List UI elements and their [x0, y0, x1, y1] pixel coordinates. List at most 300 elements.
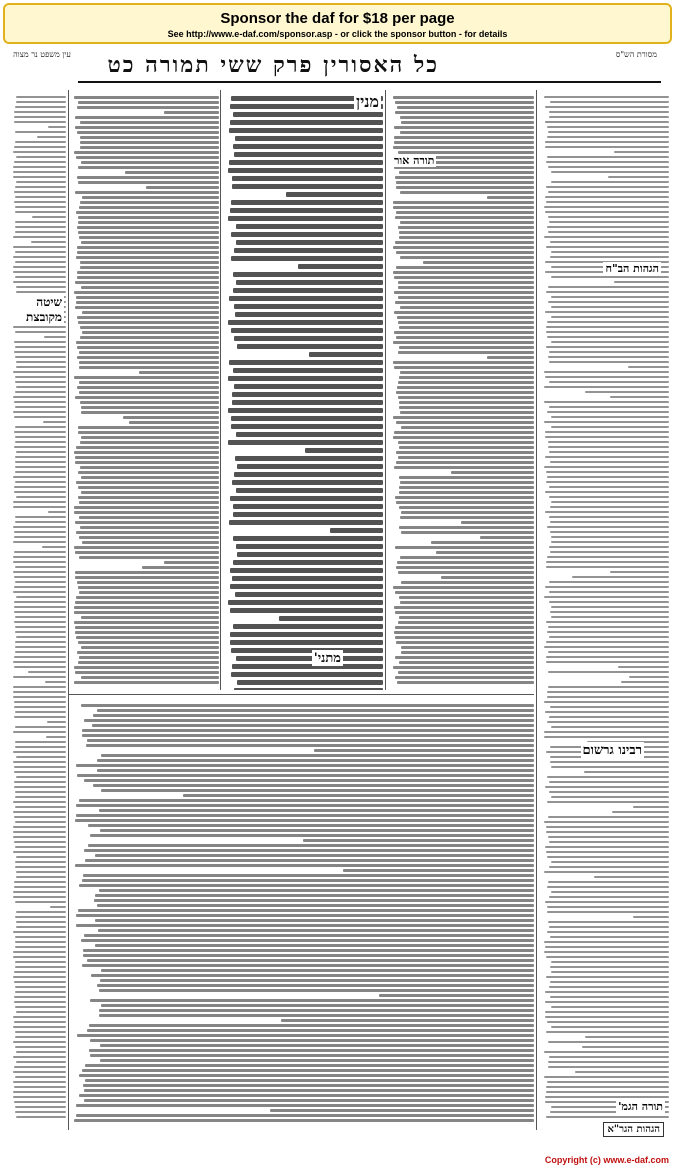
- text-line: [544, 951, 669, 953]
- text-line: [81, 436, 219, 439]
- text-line: [15, 796, 66, 798]
- text-line: [545, 141, 669, 143]
- text-line: [47, 721, 66, 723]
- text-line: [15, 916, 66, 918]
- text-line: [92, 724, 534, 727]
- text-line: [394, 276, 534, 279]
- text-line: [544, 646, 669, 648]
- text-line: [74, 151, 219, 154]
- text-line: [100, 1044, 534, 1047]
- text-line: [13, 1096, 66, 1098]
- text-line: [13, 1041, 66, 1043]
- text-line: [394, 606, 534, 609]
- text-line: [15, 1106, 66, 1108]
- text-line: [75, 576, 219, 579]
- text-line: [14, 981, 66, 983]
- text-line: [37, 136, 66, 138]
- text-line: [544, 401, 669, 403]
- text-line: [401, 581, 534, 584]
- text-line: [551, 536, 669, 538]
- text-line: [551, 181, 669, 183]
- text-line: [548, 356, 669, 358]
- text-line: [399, 526, 534, 529]
- text-line: [551, 796, 669, 798]
- text-line: [79, 884, 534, 887]
- text-line: [77, 1034, 534, 1037]
- text-line: [237, 464, 383, 469]
- text-line: [86, 744, 534, 747]
- text-line: [549, 111, 669, 113]
- text-line: [546, 201, 669, 203]
- text-line: [399, 346, 534, 349]
- text-line: [231, 232, 383, 237]
- text-line: [14, 621, 66, 623]
- text-line: [14, 446, 66, 448]
- sponsor-banner[interactable]: [3, 3, 672, 44]
- text-line: [13, 591, 66, 593]
- text-line: [230, 584, 383, 589]
- text-line: [549, 866, 669, 868]
- text-line: [547, 411, 669, 413]
- text-line: [544, 96, 669, 98]
- text-line: [74, 511, 219, 514]
- text-line: [74, 291, 219, 294]
- text-line: [79, 1094, 534, 1097]
- masoret-column: [539, 90, 669, 1130]
- text-line: [399, 616, 534, 619]
- text-line: [15, 941, 66, 943]
- text-line: [15, 866, 66, 868]
- text-line: [90, 1054, 534, 1057]
- text-line: [545, 786, 669, 788]
- text-line: [77, 106, 219, 109]
- text-line: [82, 729, 534, 732]
- text-line: [15, 966, 66, 968]
- text-line: [15, 141, 66, 143]
- text-line: [13, 171, 66, 173]
- text-line: [42, 546, 66, 548]
- text-line: [230, 208, 383, 213]
- text-line: [399, 491, 534, 494]
- text-line: [545, 211, 669, 213]
- text-line: [75, 396, 219, 399]
- text-line: [77, 774, 534, 777]
- text-line: [548, 166, 669, 168]
- text-line: [546, 1116, 669, 1118]
- text-line: [142, 566, 219, 569]
- text-line: [548, 626, 669, 628]
- text-line: [547, 226, 669, 228]
- text-line: [547, 321, 669, 323]
- text-line: [14, 1021, 66, 1023]
- text-line: [231, 328, 383, 333]
- text-line: [90, 999, 534, 1002]
- text-line: [101, 1004, 534, 1007]
- text-line: [633, 916, 669, 918]
- text-line: [230, 640, 383, 645]
- text-line: [612, 811, 669, 813]
- text-line: [97, 709, 534, 712]
- text-line: [13, 751, 66, 753]
- text-line: [551, 426, 669, 428]
- text-line: [550, 256, 669, 258]
- text-line: [81, 476, 219, 479]
- text-line: [15, 581, 66, 583]
- text-line: [99, 1014, 534, 1017]
- text-line: [546, 851, 669, 853]
- text-line: [15, 186, 66, 188]
- text-line: [13, 246, 66, 248]
- text-line: [393, 246, 534, 249]
- text-line: [549, 406, 669, 408]
- text-line: [231, 672, 383, 677]
- text-line: [400, 411, 534, 414]
- text-line: [14, 701, 66, 703]
- text-line: [401, 511, 534, 514]
- text-line: [393, 206, 534, 209]
- text-line: [545, 196, 669, 198]
- mishna-marker: מתני': [313, 651, 341, 666]
- text-line: [13, 561, 66, 563]
- text-line: [15, 521, 66, 523]
- text-line: [81, 646, 219, 649]
- text-line: [125, 171, 219, 174]
- text-line: [235, 592, 383, 597]
- text-line: [546, 976, 669, 978]
- text-line: [228, 320, 383, 325]
- text-line: [14, 146, 66, 148]
- text-line: [546, 331, 669, 333]
- text-line: [14, 656, 66, 658]
- text-line: [81, 939, 534, 942]
- text-line: [101, 969, 534, 972]
- text-line: [15, 251, 66, 253]
- text-line: [550, 981, 669, 983]
- text-line: [78, 216, 219, 219]
- text-line: [544, 236, 669, 238]
- text-line: [78, 431, 219, 434]
- text-line: [231, 200, 383, 205]
- text-line: [15, 346, 66, 348]
- text-line: [545, 431, 669, 433]
- text-line: [546, 1031, 669, 1033]
- text-line: [229, 160, 383, 165]
- text-line: [548, 881, 669, 883]
- text-line: [550, 531, 669, 533]
- text-line: [89, 1024, 534, 1027]
- text-line: [87, 739, 534, 742]
- text-line: [75, 191, 219, 194]
- text-line: [401, 531, 534, 534]
- text-line: [81, 704, 534, 707]
- text-line: [43, 421, 66, 423]
- text-line: [547, 526, 669, 528]
- text-line: [78, 101, 219, 104]
- text-line: [545, 376, 669, 378]
- text-line: [13, 396, 66, 398]
- text-line: [461, 521, 534, 524]
- text-line: [78, 231, 219, 234]
- text-line: [228, 168, 383, 173]
- text-line: [83, 954, 534, 957]
- text-line: [15, 376, 66, 378]
- text-line: [551, 971, 669, 973]
- text-line: [15, 381, 66, 383]
- text-line: [232, 176, 383, 181]
- text-line: [395, 636, 534, 639]
- text-line: [75, 601, 219, 604]
- text-line: [78, 496, 219, 499]
- text-line: [13, 801, 66, 803]
- text-line: [76, 1114, 534, 1117]
- text-line: [545, 586, 669, 588]
- text-line: [16, 291, 66, 293]
- text-line: [546, 956, 669, 958]
- text-line: [15, 741, 66, 743]
- text-line: [233, 144, 383, 149]
- text-line: [236, 656, 383, 661]
- text-line: [398, 296, 534, 299]
- text-line: [16, 776, 66, 778]
- text-line: [14, 351, 66, 353]
- text-line: [78, 321, 219, 324]
- text-line: [396, 451, 534, 454]
- text-line: [547, 126, 669, 128]
- text-line: [547, 691, 669, 693]
- text-line: [231, 256, 383, 261]
- text-line: [76, 764, 534, 767]
- text-line: [13, 891, 66, 893]
- text-line: [15, 1006, 66, 1008]
- text-line: [14, 191, 66, 193]
- text-line: [15, 261, 66, 263]
- text-line: [44, 336, 66, 338]
- text-line: [15, 861, 66, 863]
- text-line: [95, 854, 534, 857]
- text-line: [13, 526, 66, 528]
- text-line: [76, 211, 219, 214]
- text-line: [399, 596, 534, 599]
- text-line: [235, 456, 383, 461]
- text-line: [229, 296, 383, 301]
- text-line: [13, 836, 66, 838]
- text-line: [13, 676, 66, 678]
- text-line: [544, 466, 669, 468]
- text-line: [97, 759, 534, 762]
- text-line: [13, 571, 66, 573]
- text-line: [399, 506, 534, 509]
- text-line: [546, 161, 669, 163]
- text-line: [396, 501, 534, 504]
- text-line: [544, 736, 669, 738]
- text-line: [15, 991, 66, 993]
- text-line: [81, 286, 219, 289]
- text-line: [13, 236, 66, 238]
- copyright-notice[interactable]: Copyright (c) www.e-daf.com: [544, 1155, 669, 1165]
- text-line: [399, 401, 534, 404]
- text-line: [15, 746, 66, 748]
- text-line: [544, 941, 669, 943]
- text-line: [79, 516, 219, 519]
- text-line: [549, 581, 669, 583]
- text-line: [545, 901, 669, 903]
- text-line: [551, 171, 669, 173]
- text-line: [13, 686, 66, 688]
- text-line: [28, 671, 66, 673]
- text-line: [82, 879, 534, 882]
- text-line: [547, 721, 669, 723]
- text-line: [15, 726, 66, 728]
- text-line: [230, 496, 383, 501]
- text-line: [13, 556, 66, 558]
- text-line: [76, 914, 534, 917]
- text-line: [13, 326, 66, 328]
- text-line: [396, 391, 534, 394]
- text-line: [78, 166, 219, 169]
- text-line: [16, 926, 66, 928]
- text-line: [237, 344, 383, 349]
- text-line: [399, 231, 534, 234]
- rashi-column: [388, 90, 534, 690]
- text-line: [80, 466, 219, 469]
- text-line: [15, 221, 66, 223]
- text-line: [80, 121, 219, 124]
- text-line: [16, 361, 66, 363]
- text-line: [545, 121, 669, 123]
- text-line: [546, 1091, 669, 1093]
- text-line: [395, 626, 534, 629]
- text-line: [395, 301, 534, 304]
- text-line: [13, 1056, 66, 1058]
- hagahot-hagra-label: הגהות הגר"א: [603, 1122, 664, 1137]
- text-line: [396, 211, 534, 214]
- text-line: [99, 1009, 534, 1012]
- text-line: [14, 551, 66, 553]
- text-line: [77, 581, 219, 584]
- text-line: [15, 626, 66, 628]
- text-line: [79, 556, 219, 559]
- text-line: [129, 421, 219, 424]
- text-line: [14, 816, 66, 818]
- text-line: [74, 666, 219, 669]
- text-line: [81, 411, 219, 414]
- text-line: [400, 516, 534, 519]
- text-line: [549, 636, 669, 638]
- text-line: [15, 806, 66, 808]
- text-line: [396, 251, 534, 254]
- text-line: [78, 586, 219, 589]
- text-line: [14, 886, 66, 888]
- text-line: [16, 876, 66, 878]
- text-line: [549, 896, 669, 898]
- text-line: [550, 521, 669, 523]
- text-line: [401, 651, 534, 654]
- text-line: [48, 126, 66, 128]
- text-line: [14, 341, 66, 343]
- text-line: [84, 849, 534, 852]
- text-line: [123, 416, 219, 419]
- text-line: [81, 676, 219, 679]
- text-line: [236, 280, 383, 285]
- text-line: [14, 1001, 66, 1003]
- text-line: [551, 316, 669, 318]
- text-line: [548, 301, 669, 303]
- text-line: [15, 106, 66, 108]
- text-line: [549, 351, 669, 353]
- text-line: [585, 1036, 669, 1038]
- text-line: [549, 496, 669, 498]
- text-line: [547, 631, 669, 633]
- text-line: [396, 641, 534, 644]
- text-line: [399, 446, 534, 449]
- text-line: [13, 951, 66, 953]
- text-line: [14, 666, 66, 668]
- text-line: [549, 546, 669, 548]
- text-line: [79, 206, 219, 209]
- text-line: [100, 979, 534, 982]
- text-line: [547, 856, 669, 858]
- text-line: [400, 371, 534, 374]
- column-divider: [536, 90, 537, 1130]
- text-line: [15, 131, 66, 133]
- text-line: [549, 116, 669, 118]
- text-line: [14, 716, 66, 718]
- text-line: [551, 726, 669, 728]
- text-line: [75, 456, 219, 459]
- text-line: [546, 831, 669, 833]
- text-line: [81, 406, 219, 409]
- text-line: [13, 731, 66, 733]
- text-line: [46, 736, 66, 738]
- text-line: [16, 911, 66, 913]
- text-line: [235, 136, 383, 141]
- text-line: [16, 921, 66, 923]
- text-line: [233, 504, 383, 509]
- text-line: [400, 131, 534, 134]
- text-line: [395, 101, 534, 104]
- text-line: [400, 306, 534, 309]
- text-line: [16, 756, 66, 758]
- text-line: [394, 126, 534, 129]
- masoret-header: מסורת הש"ס: [615, 50, 657, 59]
- text-line: [15, 436, 66, 438]
- text-line: [76, 1104, 534, 1107]
- text-line: [545, 1016, 669, 1018]
- text-line: [13, 541, 66, 543]
- text-line: [400, 221, 534, 224]
- text-line: [77, 651, 219, 654]
- text-line: [229, 520, 383, 525]
- text-line: [84, 779, 534, 782]
- text-line: [393, 271, 534, 274]
- text-line: [546, 291, 669, 293]
- text-line: [393, 96, 534, 99]
- text-line: [550, 996, 669, 998]
- text-line: [546, 246, 669, 248]
- text-line: [487, 196, 534, 199]
- text-line: [15, 406, 66, 408]
- rabbeinu-gershom-heading: רבינו גרשום: [582, 743, 642, 758]
- sponsor-subtitle[interactable]: See http://www.e-daf.com/sponsor.asp - or click the sponsor button - for details: [167, 29, 508, 39]
- text-line: [550, 551, 669, 553]
- text-line: [14, 996, 66, 998]
- text-line: [400, 116, 534, 119]
- text-line: [13, 1016, 66, 1018]
- text-line: [230, 120, 383, 125]
- sponsor-title[interactable]: Sponsor the daf for $18 per page: [220, 10, 455, 27]
- text-line: [550, 611, 669, 613]
- text-line: [93, 784, 534, 787]
